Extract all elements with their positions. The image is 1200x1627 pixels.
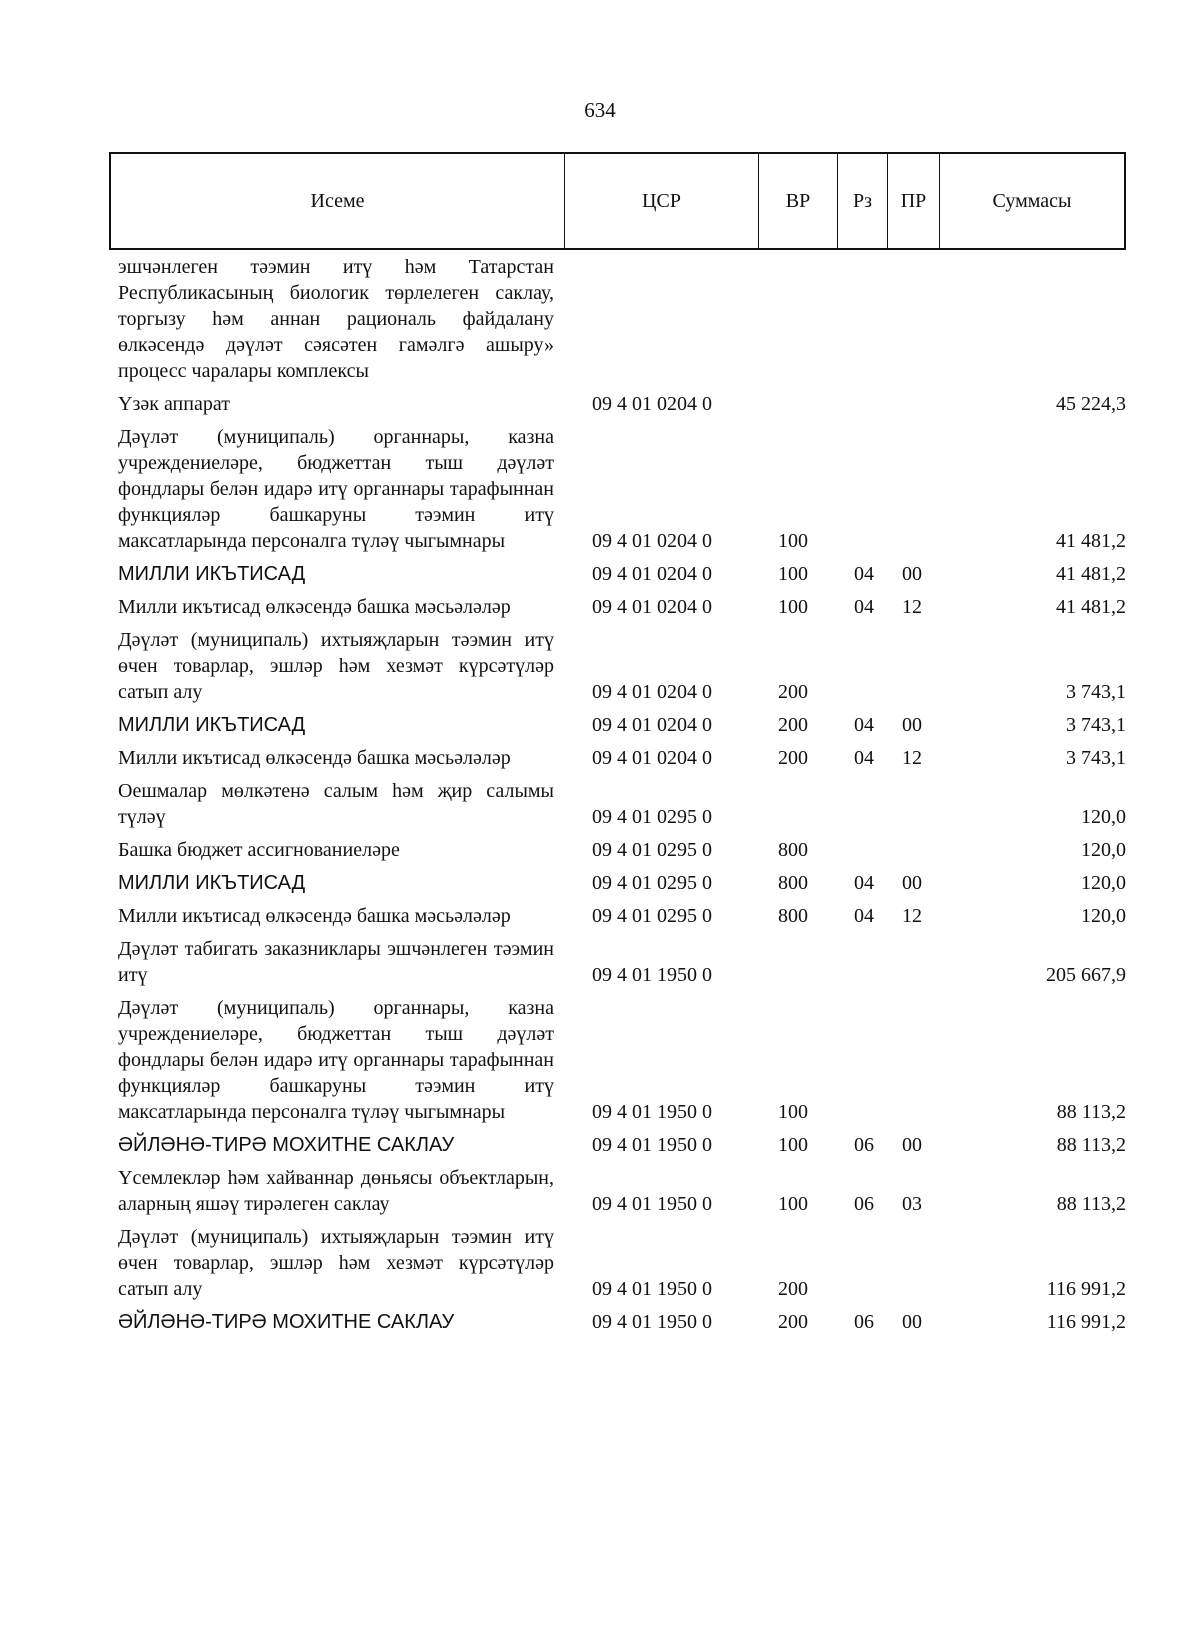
row-sum: 3 743,1	[1066, 681, 1126, 703]
header-pr: ПР	[888, 154, 940, 248]
table-row	[118, 391, 1126, 417]
row-sum: 88 113,2	[1056, 1101, 1126, 1123]
row-sum: 116 991,2	[1046, 1278, 1126, 1300]
table-row	[118, 1224, 1126, 1302]
row-rz: 06	[854, 1193, 874, 1215]
row-name: МИЛЛИ ИКЪТИСАД	[118, 563, 306, 585]
row-csr: 09 4 01 1950 0	[592, 964, 712, 986]
row-pr: 03	[902, 1193, 922, 1215]
row-rz: 04	[854, 747, 874, 769]
row-sum: 88 113,2	[1056, 1193, 1126, 1215]
row-rz: 06	[854, 1311, 874, 1333]
table-row	[118, 594, 1126, 620]
table-row	[118, 778, 1126, 830]
row-pr: 00	[902, 563, 922, 585]
header-name: Исеме	[111, 154, 565, 248]
row-vr: 200	[778, 714, 808, 736]
row-sum: 41 481,2	[1056, 596, 1126, 618]
table-header	[109, 152, 1126, 250]
row-csr: 09 4 01 0295 0	[592, 806, 712, 828]
row-name: Оешмалар мөлкәтенә салым һәм җир салымы түләү	[118, 780, 554, 828]
row-csr: 09 4 01 0204 0	[592, 596, 712, 618]
row-sum: 116 991,2	[1046, 1311, 1126, 1333]
row-rz: 04	[854, 714, 874, 736]
row-pr: 12	[902, 747, 922, 769]
row-pr: 12	[902, 905, 922, 927]
table-row	[118, 561, 1126, 587]
row-name: Үзәк аппарат	[118, 393, 230, 415]
row-sum: 3 743,1	[1066, 714, 1126, 736]
row-name: Дәүләт (муниципаль) ихтыяҗларын тәэмин итү өчен товарлар, эшләр һәм хезмәт күрсәтүләр сатып алу	[118, 629, 554, 703]
row-vr: 800	[778, 905, 808, 927]
table-row	[118, 1165, 1126, 1217]
row-name: Милли икътисад өлкәсендә башка мәсьәләләр	[118, 905, 511, 927]
table-row	[118, 903, 1126, 929]
row-sum: 120,0	[1081, 839, 1126, 861]
row-sum: 205 667,9	[1046, 964, 1126, 986]
table-row	[118, 424, 1126, 554]
row-sum: 45 224,3	[1056, 393, 1126, 415]
row-name: МИЛЛИ ИКЪТИСАД	[118, 714, 306, 736]
row-csr: 09 4 01 1950 0	[592, 1193, 712, 1215]
row-sum: 120,0	[1081, 905, 1126, 927]
row-pr: 12	[902, 596, 922, 618]
row-name: эшчәнлеген тәэмин итү һәм Татарстан Республикасының биологик төрлелеген саклау, торгызу һәм аннан рациональ файдалану өлкәсендә дәүләт сәясәтен гамәлгә ашыру» процесс чаралары комплексы	[118, 256, 554, 382]
table-body	[118, 254, 1126, 1342]
row-rz: 04	[854, 596, 874, 618]
row-name: Дәүләт табигать заказниклары эшчәнлеген тәэмин итү	[118, 938, 554, 986]
row-sum: 120,0	[1081, 806, 1126, 828]
row-sum: 3 743,1	[1066, 747, 1126, 769]
row-name: Дәүләт (муниципаль) органнары, казна учреждениеләре, бюджеттан тыш дәүләт фондлары белән идарә итү органнары тарафыннан функцияләр башкаруны тәэмин итү максатларында персоналга түләү чыгымнары	[118, 997, 554, 1123]
row-rz: 04	[854, 872, 874, 894]
row-sum: 41 481,2	[1056, 563, 1126, 585]
row-csr: 09 4 01 0204 0	[592, 681, 712, 703]
row-name: Милли икътисад өлкәсендә башка мәсьәләләр	[118, 747, 511, 769]
row-rz: 06	[854, 1134, 874, 1156]
row-csr: 09 4 01 1950 0	[592, 1101, 712, 1123]
row-vr: 200	[778, 1311, 808, 1333]
row-vr: 800	[778, 872, 808, 894]
row-rz: 04	[854, 563, 874, 585]
row-pr: 00	[902, 1311, 922, 1333]
row-csr: 09 4 01 0295 0	[592, 905, 712, 927]
row-name: ӘЙЛӘНӘ-ТИРӘ МОХИТНЕ САКЛАУ	[118, 1134, 455, 1156]
table-row	[118, 745, 1126, 771]
row-pr: 00	[902, 872, 922, 894]
row-name: Милли икътисад өлкәсендә башка мәсьәләләр	[118, 596, 511, 618]
row-sum: 120,0	[1081, 872, 1126, 894]
header-rz: Рз	[838, 154, 888, 248]
row-sum: 88 113,2	[1056, 1134, 1126, 1156]
row-csr: 09 4 01 0204 0	[592, 714, 712, 736]
table-row	[118, 1132, 1126, 1158]
row-csr: 09 4 01 0204 0	[592, 563, 712, 585]
row-vr: 100	[778, 596, 808, 618]
row-rz: 04	[854, 905, 874, 927]
row-vr: 200	[778, 1278, 808, 1300]
row-name: ӘЙЛӘНӘ-ТИРӘ МОХИТНЕ САКЛАУ	[118, 1311, 455, 1333]
table-row	[118, 712, 1126, 738]
table-row	[118, 936, 1126, 988]
row-name: Үсемлекләр һәм хайваннар дөньясы объектларын, аларның яшәү тирәлеген саклау	[118, 1167, 554, 1215]
row-name: Дәүләт (муниципаль) органнары, казна учреждениеләре, бюджеттан тыш дәүләт фондлары белән идарә итү органнары тарафыннан функцияләр башкаруны тәэмин итү максатларында персоналга түләү чыгымнары	[118, 426, 554, 552]
row-vr: 100	[778, 1134, 808, 1156]
table-row	[118, 837, 1126, 863]
row-csr: 09 4 01 1950 0	[592, 1278, 712, 1300]
row-csr: 09 4 01 0295 0	[592, 839, 712, 861]
row-csr: 09 4 01 0204 0	[592, 747, 712, 769]
row-name: Дәүләт (муниципаль) ихтыяҗларын тәэмин итү өчен товарлар, эшләр һәм хезмәт күрсәтүләр сатып алу	[118, 1226, 554, 1300]
row-vr: 100	[778, 530, 808, 552]
row-csr: 09 4 01 1950 0	[592, 1134, 712, 1156]
table-row	[118, 995, 1126, 1125]
header-sum: Суммасы	[992, 189, 1072, 212]
row-pr: 00	[902, 1134, 922, 1156]
row-vr: 200	[778, 747, 808, 769]
row-pr: 00	[902, 714, 922, 736]
row-csr: 09 4 01 1950 0	[592, 1311, 712, 1333]
row-vr: 100	[778, 563, 808, 585]
row-vr: 100	[778, 1101, 808, 1123]
row-name: Башка бюджет ассигнованиеләре	[118, 839, 400, 861]
row-name: МИЛЛИ ИКЪТИСАД	[118, 872, 306, 894]
row-csr: 09 4 01 0204 0	[592, 393, 712, 415]
row-sum: 41 481,2	[1056, 530, 1126, 552]
table-row	[118, 254, 1126, 384]
row-vr: 200	[778, 681, 808, 703]
header-csr: ЦСР	[565, 154, 759, 248]
page-number: 634	[584, 98, 616, 122]
header-vr: ВР	[759, 154, 838, 248]
table-row	[118, 870, 1126, 896]
table-row	[118, 1309, 1126, 1335]
row-csr: 09 4 01 0295 0	[592, 872, 712, 894]
row-vr: 800	[778, 839, 808, 861]
table-row	[118, 627, 1126, 705]
row-csr: 09 4 01 0204 0	[592, 530, 712, 552]
row-vr: 100	[778, 1193, 808, 1215]
